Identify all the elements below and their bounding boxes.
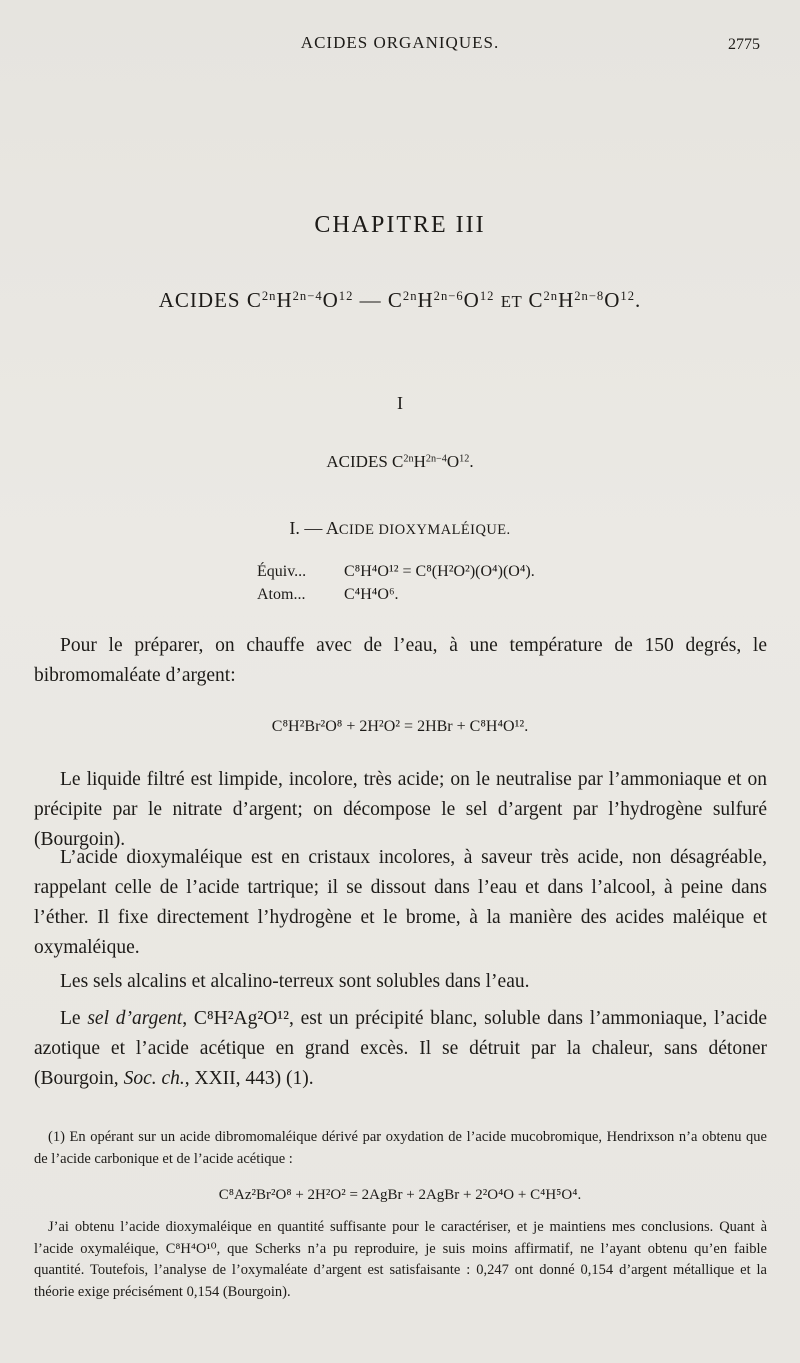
footnote-formula: C⁸Az²Br²O⁸ + 2H²O² = 2AgBr + 2AgBr + 2²O⁴O + C⁴H⁵O⁴.	[218, 1187, 582, 1203]
paragraph-salts: Les sels alcalins et alcalino-terreux sont solubles dans l’eau.	[60, 971, 530, 992]
paragraph-silver-salt: Le sel d’argent, C⁸H²Ag²O¹², est un précipité blanc, soluble dans l’ammoniaque, l’acide azotique et l’acide acétique en grand excès. Il se détruit par la chaleur, sans détoner (Bourgoin, Soc. ch., XXII, 443) (1).	[34, 1008, 767, 1089]
equiv-label: Équiv...	[257, 563, 307, 580]
paragraph-filtration: Le liquide filtré est limpide, incolore, très acide; on le neutralise par l’ammoniaque et on précipite par le nitrate d’argent; on décompose le sel d’argent par l’hydrogène sulfuré (Bourgoin).	[34, 769, 767, 850]
page-number: 2775	[728, 36, 760, 53]
reaction-formula: C⁸H²Br²O⁸ + 2H²O² = 2HBr + C⁸H⁴O¹².	[271, 718, 529, 735]
section-roman: I	[397, 393, 403, 413]
atom-label: Atom...	[257, 586, 306, 603]
chapter-title: CHAPITRE III	[314, 212, 486, 238]
footnote-1: (1) En opérant sur un acide dibromomaléique dérivé par oxydation de l’acide mucobromique, Hendrixson n’a obtenu que de l’acide carbonique et de l’acide acétique :	[34, 1129, 767, 1167]
atom-formula: C⁴H⁴O⁶.	[344, 586, 399, 603]
paragraph-preparation: Pour le préparer, on chauffe avec de l’eau, à une température de 150 degrés, le bibromomaléate d’argent:	[34, 635, 767, 686]
footnote-2: J’ai obtenu l’acide dioxymaléique en quantité suffisante pour le caractériser, et je maintiens mes conclusions. Quant à l’acide oxymaléique, C⁸H⁴O¹⁰, que Scherks n’a pu reproduire, je suis moins affirmatif, ne l’ayant obtenu qu’en faible quantité. Toutefois, l’analyse de l’oxymaléate d’argent est satisfaisante : 0,247 ont donné 0,154 d’argent métallique et la théorie exige précisément 0,154 (Bourgoin).	[34, 1219, 767, 1300]
chapter-subtitle: ACIDES $C^{2n}H^{2n-4}O^{12}$ — $C^{2n}H^{2n-6}O^{12}$ ET $C^{2n}H^{2n-8}O^{12}$.	[158, 288, 642, 312]
equiv-formula: C⁸H⁴O¹² = C⁸(H²O²)(O⁴)(O⁴).	[344, 563, 535, 580]
paragraph-properties: L’acide dioxymaléique est en cristaux incolores, à saveur très acide, non désagréable, rappelant celle de l’acide tartrique; il se dissout dans l’eau et dans l’alcool, à peine dans l’éther. Il fixe directement l’hydrogène et le brome, à la manière des acides maléique et oxymaléique.	[34, 847, 767, 958]
section-heading: ACIDES $C^{2n}H^{2n-4}O^{12}$.	[326, 452, 474, 471]
subsection-heading: I. — ACIDE DIOXYMALÉIQUE.	[289, 518, 511, 538]
running-title: ACIDES ORGANIQUES.	[300, 33, 500, 52]
